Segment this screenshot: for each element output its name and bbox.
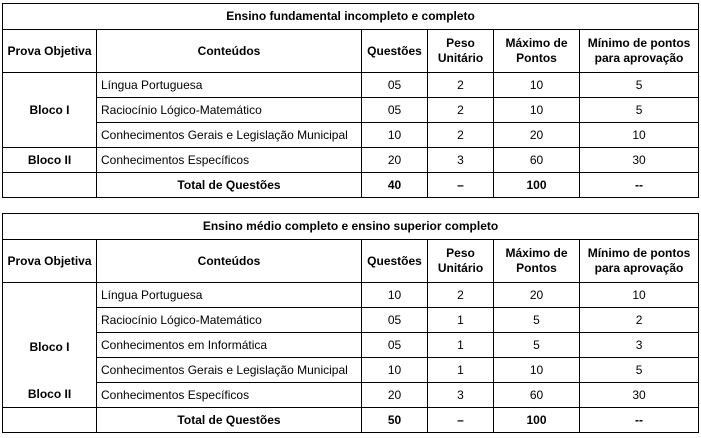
- maximo-cell: 10: [494, 73, 580, 98]
- total-minimo: --: [580, 173, 699, 198]
- maximo-cell: 10: [494, 98, 580, 123]
- subject-cell: Conhecimentos Gerais e Legislação Municipal: [97, 123, 362, 148]
- maximo-cell: 5: [494, 333, 580, 358]
- questoes-cell: 05: [362, 308, 428, 333]
- peso-cell: 2: [428, 123, 494, 148]
- subject-cell: Conhecimentos em Informática: [97, 333, 362, 358]
- subject-cell: Raciocínio Lógico-Matemático: [97, 98, 362, 123]
- exam-table-medio-superior: [2, 213, 699, 433]
- subject-cell: Língua Portuguesa: [97, 73, 362, 98]
- header-peso-unitario: Peso Unitário: [428, 30, 494, 73]
- questoes-cell: 10: [362, 358, 428, 383]
- table-row: [3, 308, 699, 333]
- table-row: [3, 148, 699, 173]
- total-minimo: --: [580, 408, 699, 433]
- minimo-cell: 3: [580, 333, 699, 358]
- questoes-cell: 05: [362, 73, 428, 98]
- peso-cell: 3: [428, 383, 494, 408]
- block-label: Bloco II: [3, 148, 97, 173]
- questoes-cell: 20: [362, 383, 428, 408]
- table-row: [3, 123, 699, 148]
- total-label: Total de Questões: [97, 408, 362, 433]
- block-label: Bloco I: [3, 283, 97, 383]
- minimo-cell: 10: [580, 283, 699, 308]
- questoes-cell: 05: [362, 98, 428, 123]
- peso-cell: 1: [428, 358, 494, 383]
- subject-cell: Língua Portuguesa: [97, 283, 362, 308]
- empty-cell: [3, 408, 97, 433]
- peso-cell: 3: [428, 148, 494, 173]
- table-row: [3, 333, 699, 358]
- table-title-row: [3, 4, 699, 30]
- questoes-cell: 05: [362, 333, 428, 358]
- total-questoes: 50: [362, 408, 428, 433]
- table-title: Ensino médio completo e ensino superior completo: [3, 214, 699, 240]
- subject-cell: Raciocínio Lógico-Matemático: [97, 308, 362, 333]
- header-questoes: Questões: [362, 30, 428, 73]
- header-conteudos: Conteúdos: [97, 240, 362, 283]
- total-peso: –: [428, 408, 494, 433]
- questoes-cell: 10: [362, 283, 428, 308]
- empty-cell: [3, 173, 97, 198]
- total-peso: –: [428, 173, 494, 198]
- block-label: Bloco II: [3, 383, 97, 408]
- minimo-cell: 30: [580, 148, 699, 173]
- total-questoes: 40: [362, 173, 428, 198]
- minimo-cell: 2: [580, 308, 699, 333]
- total-maximo: 100: [494, 408, 580, 433]
- header-questoes: Questões: [362, 240, 428, 283]
- table-row: [3, 383, 699, 408]
- questoes-cell: 10: [362, 123, 428, 148]
- header-prova-objetiva: Prova Objetiva: [3, 30, 97, 73]
- total-label: Total de Questões: [97, 173, 362, 198]
- header-maximo-pontos: Máximo de Pontos: [494, 240, 580, 283]
- peso-cell: 2: [428, 98, 494, 123]
- minimo-cell: 5: [580, 98, 699, 123]
- header-row: [3, 30, 699, 73]
- table-row: [3, 358, 699, 383]
- questoes-cell: 20: [362, 148, 428, 173]
- peso-cell: 2: [428, 73, 494, 98]
- peso-cell: 1: [428, 333, 494, 358]
- block-label: Bloco I: [3, 73, 97, 148]
- minimo-cell: 5: [580, 358, 699, 383]
- header-row: [3, 240, 699, 283]
- maximo-cell: 5: [494, 308, 580, 333]
- header-minimo-pontos: Mínimo de pontos para aprovação: [580, 30, 699, 73]
- total-maximo: 100: [494, 173, 580, 198]
- table-row: [3, 98, 699, 123]
- table-title: Ensino fundamental incompleto e completo: [3, 4, 699, 30]
- maximo-cell: 20: [494, 123, 580, 148]
- subject-cell: Conhecimentos Específicos: [97, 383, 362, 408]
- header-maximo-pontos: Máximo de Pontos: [494, 30, 580, 73]
- exam-table-fundamental: [2, 3, 699, 198]
- table-row: [3, 283, 699, 308]
- minimo-cell: 30: [580, 383, 699, 408]
- table-row: [3, 73, 699, 98]
- subject-cell: Conhecimentos Gerais e Legislação Municipal: [97, 358, 362, 383]
- header-minimo-pontos: Mínimo de pontos para aprovação: [580, 240, 699, 283]
- header-conteudos: Conteúdos: [97, 30, 362, 73]
- header-peso-unitario: Peso Unitário: [428, 240, 494, 283]
- minimo-cell: 5: [580, 73, 699, 98]
- total-row: [3, 173, 699, 198]
- peso-cell: 1: [428, 308, 494, 333]
- subject-cell: Conhecimentos Específicos: [97, 148, 362, 173]
- maximo-cell: 60: [494, 383, 580, 408]
- maximo-cell: 10: [494, 358, 580, 383]
- maximo-cell: 20: [494, 283, 580, 308]
- header-prova-objetiva: Prova Objetiva: [3, 240, 97, 283]
- total-row: [3, 408, 699, 433]
- maximo-cell: 60: [494, 148, 580, 173]
- minimo-cell: 10: [580, 123, 699, 148]
- peso-cell: 2: [428, 283, 494, 308]
- table-title-row: [3, 214, 699, 240]
